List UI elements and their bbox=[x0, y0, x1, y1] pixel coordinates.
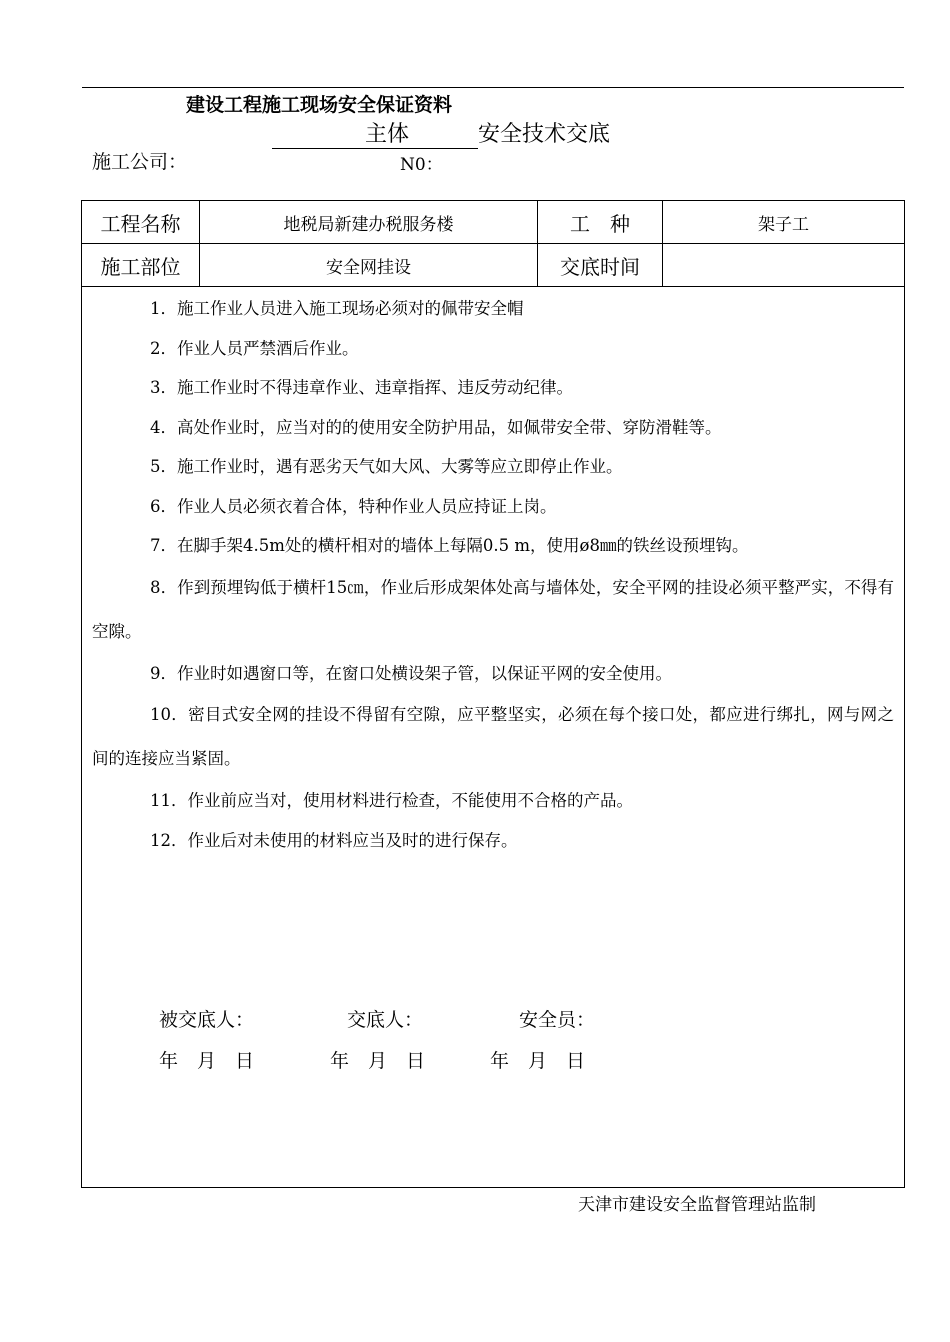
list-item: 12．作业后对未使用的材料应当及时的进行保存。 bbox=[150, 830, 518, 850]
list-item: 8．作到预埋钩低于横杆15㎝，作业后形成架体处高与墙体处，安全平网的挂设必须平整严实，不得有空隙。 bbox=[92, 577, 894, 641]
giver-date: 年 月 日 bbox=[330, 1050, 426, 1072]
company-label: 施工公司： bbox=[92, 151, 188, 173]
list-item: 3．施工作业时不得违章作业、违章指挥、违反劳动纪律。 bbox=[150, 378, 573, 397]
receiver-date: 年 月 日 bbox=[159, 1050, 255, 1072]
row-divider bbox=[82, 286, 904, 287]
list-item: 5．施工作业时，遇有恶劣天气如大风、大雾等应立即停止作业。 bbox=[150, 457, 623, 476]
trade-label: 工 种 bbox=[570, 211, 630, 236]
disclosure-time-value bbox=[663, 244, 904, 286]
trade-value: 架子工 bbox=[758, 214, 809, 235]
list-item: 11．作业前应当对，使用材料进行检查，不能使用不合格的产品。 bbox=[150, 791, 633, 810]
document-subtitle bbox=[272, 117, 610, 149]
list-item: 7．在脚手架4.5m处的横杆相对的墙体上每隔0.5 m，使用ø8㎜的铁丝设预埋钩。 bbox=[150, 536, 749, 555]
list-item: 2．作业人员严禁酒后作业。 bbox=[150, 338, 359, 358]
list-item: 4．高处作业时，应当对的的使用安全防护用品，如佩带安全带、穿防滑鞋等。 bbox=[150, 417, 722, 437]
footer-issuer: 天津市建设安全监督管理站监制 bbox=[578, 1195, 816, 1215]
construction-part-label: 施工部位 bbox=[100, 254, 181, 279]
number-label: N0： bbox=[400, 155, 443, 175]
safety-officer-label: 安全员： bbox=[519, 1009, 596, 1031]
construction-part-value: 安全网挂设 bbox=[326, 257, 411, 278]
project-name-label: 工程名称 bbox=[100, 211, 181, 236]
safety-officer-date: 年 月 日 bbox=[490, 1050, 586, 1072]
disclosure-time-label: 交底时间 bbox=[560, 254, 640, 279]
list-item: 9．作业时如遇窗口等，在窗口处横设架子管，以保证平网的安全使用。 bbox=[150, 663, 672, 683]
document-title: 建设工程施工现场安全保证资料 bbox=[186, 94, 453, 116]
giver-label: 交底人： bbox=[347, 1009, 424, 1031]
list-item: 6．作业人员必须衣着合体，特种作业人员应持证上岗。 bbox=[150, 496, 557, 516]
subtitle-blank: 主体 bbox=[272, 117, 478, 149]
subtitle-text: 安全技术交底 bbox=[478, 122, 611, 147]
safety-items bbox=[92, 289, 894, 860]
disclosure-form bbox=[81, 200, 905, 1188]
list-item: 10．密目式安全网的挂设不得留有空隙，应平整坚实，必须在每个接口处，都应进行绑扎，网与网之间的连接应当紧固。 bbox=[92, 705, 894, 768]
list-item: 1．施工作业人员进入施工现场必须对的佩带安全帽 bbox=[150, 299, 524, 318]
receiver-label: 被交底人： bbox=[159, 1009, 255, 1031]
top-rule bbox=[82, 87, 904, 88]
project-name-value: 地税局新建办税服务楼 bbox=[283, 214, 454, 235]
